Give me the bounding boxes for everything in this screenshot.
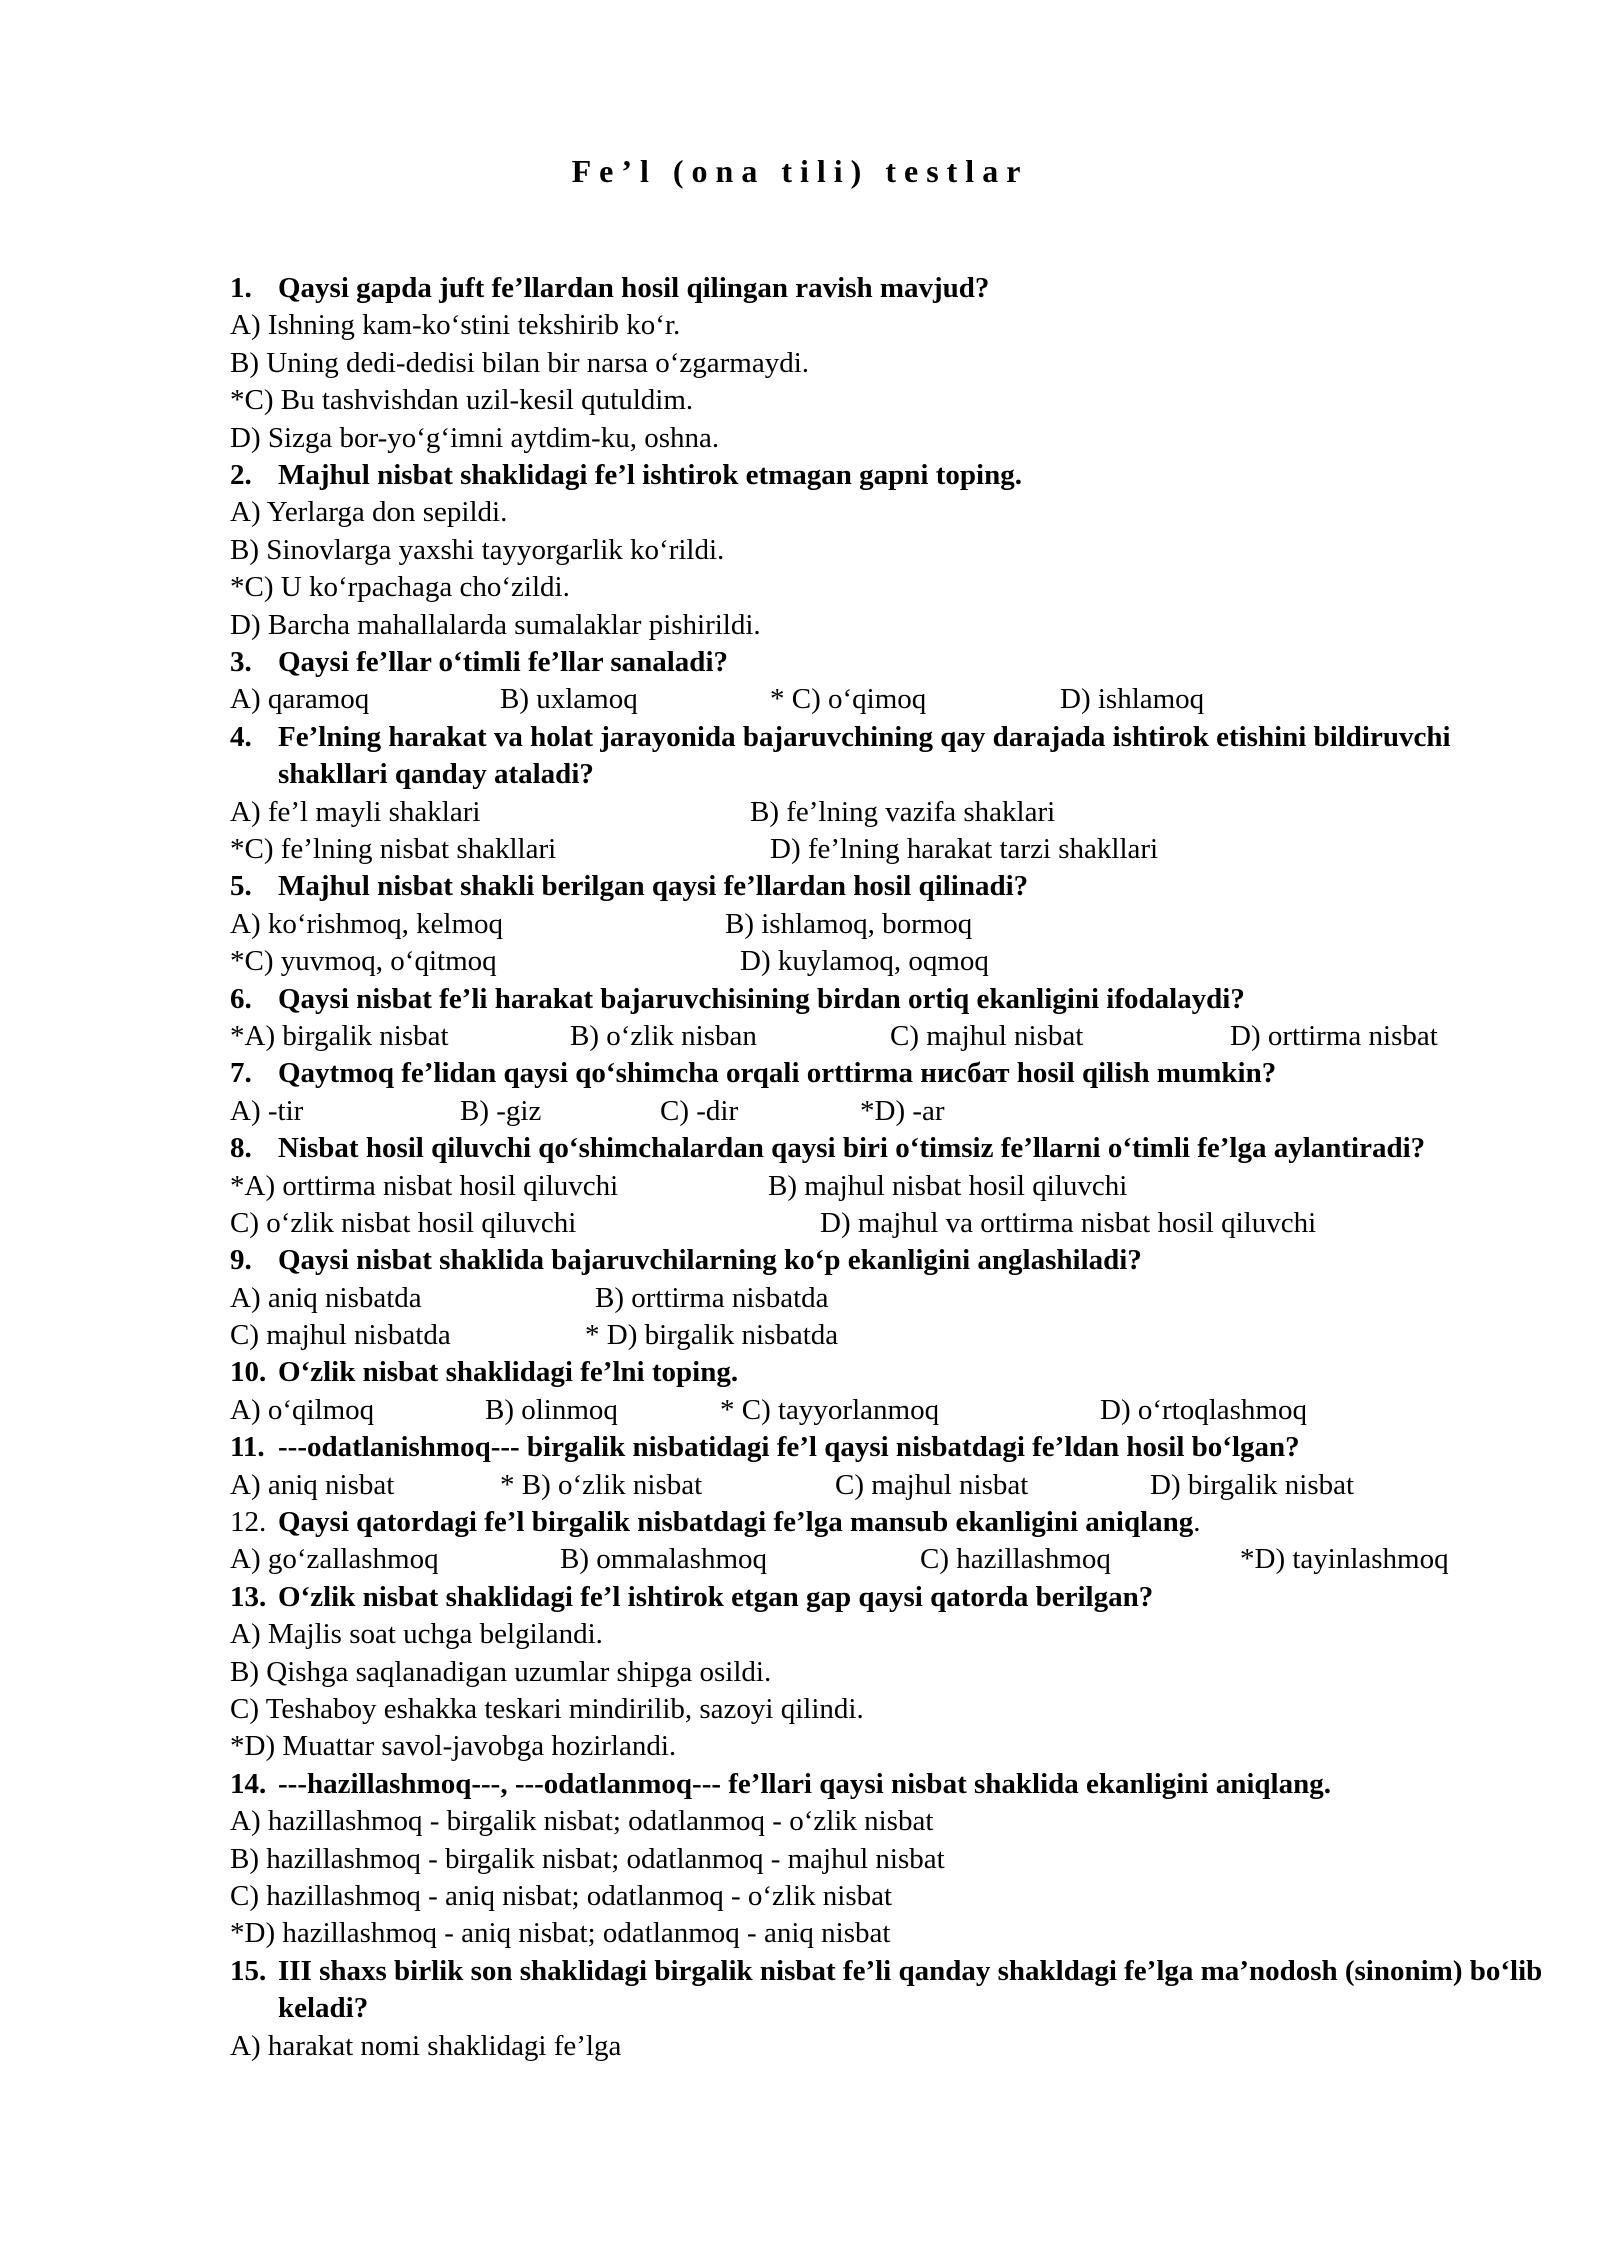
answer-row (230, 681, 1560, 718)
answer-row (230, 1317, 1560, 1354)
answer-option: *A) birgalik nisbat (230, 1019, 449, 1052)
answer-option: C) hazillashmoq - aniq nisbat; odatlanmoq - o‘zlik nisbat (230, 1880, 893, 1913)
answer-option: D) birgalik nisbat (1150, 1468, 1355, 1501)
answer-row (230, 345, 1560, 382)
question-2 (230, 457, 1560, 494)
question-13 (230, 1579, 1560, 1616)
answer-option: B) uxlamoq (500, 683, 638, 716)
question-12 (230, 1504, 1560, 1541)
answer-option: *C) yuvmoq, o‘qitmoq (230, 945, 497, 978)
answer-row (230, 1915, 1560, 1952)
question-5 (230, 868, 1560, 905)
question-text: Qaysi nisbat shaklida bajaruvchilarning ko‘p ekanligini anglashiladi? (278, 1244, 1142, 1277)
question-text: ---hazillashmoq---, ---odatlanmoq--- fe’llari qaysi nisbat shaklida ekanligini aniqlang. (278, 1767, 1331, 1800)
answer-option: B) olinmoq (485, 1393, 618, 1426)
question-number: 1. (230, 272, 252, 304)
answer-option: B) Sinovlarga yaxshi tayyorgarlik ko‘rildi. (230, 533, 725, 566)
answer-row (230, 420, 1560, 457)
answer-option: D) ishlamoq (1060, 683, 1205, 716)
answer-row (230, 1168, 1560, 1205)
question-4 (230, 719, 1560, 794)
answer-row (230, 1541, 1560, 1578)
question-text: III shaxs birlik son shaklidagi birgalik nisbat fe’li qanday shakldagi fe’lga ma’nodosh (sinonim) bo‘lib keladi? (278, 1954, 1543, 2025)
answer-option: B) Qishga saqlanadigan uzumlar shipga osildi. (230, 1655, 772, 1688)
answer-option: B) orttirma nisbatda (595, 1281, 829, 1314)
question-14 (230, 1766, 1560, 1803)
question-8 (230, 1130, 1560, 1167)
answer-option: *C) Bu tashvishdan uzil-kesil qutuldim. (230, 384, 694, 417)
question-number: 6. (230, 982, 252, 1015)
question-text: Qaysi nisbat fe’li harakat bajaruvchisining birdan ortiq ekanligini ifodalaydi? (278, 982, 1245, 1015)
answer-option: B) ommalashmoq (560, 1543, 768, 1576)
answer-option: B) -giz (460, 1094, 542, 1127)
answer-row (230, 943, 1560, 980)
test-content (230, 270, 1560, 2065)
answer-row (230, 1018, 1560, 1055)
answer-row (230, 1467, 1560, 1504)
question-text: ---odatlanishmoq--- birgalik nisbatidagi fe’l qaysi nisbatdagi fe’ldan hosil bo‘lgan? (278, 1431, 1300, 1464)
answer-option: * C) o‘qimoq (770, 683, 927, 716)
question-number: 3. (230, 645, 252, 678)
answer-row (230, 1093, 1560, 1130)
answer-option: D) majhul va orttirma nisbat hosil qiluvchi (820, 1206, 1317, 1239)
answer-option: C) Teshaboy eshakka teskari mindirilib, sazoyi qilindi. (230, 1693, 864, 1726)
answer-row (230, 1803, 1560, 1840)
question-number: 13. (230, 1580, 267, 1613)
question-number: 5. (230, 870, 252, 903)
question-number: 2. (230, 458, 252, 491)
answer-option: B) o‘zlik nisban (570, 1019, 757, 1052)
answer-option: D) o‘rtoqlashmoq (1100, 1393, 1307, 1426)
question-text: Majhul nisbat shaklidagi fe’l ishtirok etmagan gapni toping. (278, 458, 1022, 491)
question-text: Fe’lning harakat va holat jarayonida bajaruvchining qay darajada ishtirok etishini bildiruvchi shakllari qanday ataladi? (278, 720, 1451, 791)
answer-option: D) kuylamoq, oqmoq (740, 945, 989, 978)
answer-row (230, 532, 1560, 569)
answer-row (230, 2028, 1560, 2065)
answer-row (230, 831, 1560, 868)
question-text: Qaysi gapda juft fe’llardan hosil qilingan ravish mavjud? (278, 272, 990, 304)
answer-option: * D) birgalik nisbatda (585, 1319, 839, 1352)
answer-row (230, 1392, 1560, 1429)
question-text: Nisbat hosil qiluvchi qo‘shimchalardan qaysi biri o‘timsiz fe’llarni o‘timli fe’lga aylantiradi? (278, 1132, 1426, 1165)
question-text: Qaysi qatordagi fe’l birgalik nisbatdagi fe’lga mansub ekanligini aniqlang. (278, 1506, 1201, 1539)
question-number: 4. (230, 720, 252, 753)
question-9 (230, 1242, 1560, 1279)
answer-option: D) orttirma nisbat (1230, 1019, 1438, 1052)
answer-option: *D) tayinlashmoq (1240, 1543, 1449, 1576)
answer-row (230, 307, 1560, 344)
question-text: Qaytmoq fe’lidan qaysi qo‘shimcha orqali orttirma нисбат hosil qilish mumkin? (278, 1057, 1277, 1090)
answer-option: A) aniq nisbat (230, 1468, 395, 1501)
answer-option: A) -tir (230, 1094, 304, 1127)
answer-option: D) fe’lning harakat tarzi shakllari (770, 832, 1159, 865)
answer-option: C) majhul nisbat (890, 1019, 1084, 1052)
answer-row (230, 607, 1560, 644)
answer-row (230, 1878, 1560, 1915)
question-number: 12. (230, 1506, 267, 1539)
question-11 (230, 1429, 1560, 1466)
answer-option: *C) fe’lning nisbat shakllari (230, 832, 557, 865)
answer-option: A) aniq nisbatda (230, 1281, 422, 1314)
answer-option: C) -dir (660, 1094, 739, 1127)
answer-row (230, 1691, 1560, 1728)
question-number: 11. (230, 1431, 265, 1464)
answer-option: B) fe’lning vazifa shaklari (750, 795, 1056, 828)
question-text: O‘zlik nisbat shaklidagi fe’l ishtirok etgan gap qaysi qatorda berilgan? (278, 1580, 1154, 1613)
question-7 (230, 1055, 1560, 1092)
answer-option: * B) o‘zlik nisbat (500, 1468, 703, 1501)
answer-option: D) Barcha mahallalarda sumalaklar pishirildi. (230, 608, 761, 641)
question-number: 7. (230, 1057, 252, 1090)
answer-option: C) majhul nisbat (835, 1468, 1029, 1501)
question-15 (230, 1953, 1560, 2028)
answer-option: A) o‘qilmoq (230, 1393, 375, 1426)
question-3 (230, 644, 1560, 681)
question-6 (230, 981, 1560, 1018)
question-number: 15. (230, 1954, 267, 1987)
answer-option: *C) U ko‘rpachaga cho‘zildi. (230, 571, 570, 604)
answer-option: A) Majlis soat uchga belgilandi. (230, 1618, 603, 1651)
answer-row (230, 494, 1560, 531)
page-title: Fe’l (ona tili) testlar (571, 153, 1029, 189)
question-number: 10. (230, 1356, 267, 1389)
answer-option: D) Sizga bor-yo‘g‘imni aytdim-ku, oshna. (230, 421, 720, 454)
answer-option: *D) -ar (860, 1094, 945, 1127)
answer-option: C) hazillashmoq (920, 1543, 1111, 1576)
answer-row (230, 1728, 1560, 1765)
answer-option: *D) hazillashmoq - aniq nisbat; odatlanmoq - aniq nisbat (230, 1917, 891, 1950)
answer-row (230, 1841, 1560, 1878)
answer-row (230, 1616, 1560, 1653)
answer-row (230, 794, 1560, 831)
answer-option: A) hazillashmoq - birgalik nisbat; odatlanmoq - o‘zlik nisbat (230, 1805, 934, 1838)
answer-option: C) o‘zlik nisbat hosil qiluvchi (230, 1206, 577, 1239)
answer-option: B) majhul nisbat hosil qiluvchi (768, 1169, 1128, 1202)
answer-option: A) Ishning kam-ko‘stini tekshirib ko‘r. (230, 309, 681, 342)
answer-option: A) go‘zallashmoq (230, 1543, 439, 1576)
question-1 (230, 270, 1560, 307)
question-number: 8. (230, 1132, 252, 1165)
answer-row (230, 1280, 1560, 1317)
answer-option: B) Uning dedi-dedisi bilan bir narsa o‘zgarmaydi. (230, 346, 810, 379)
question-text: O‘zlik nisbat shaklidagi fe’lni toping. (278, 1356, 739, 1389)
answer-option: * C) tayyorlanmoq (720, 1393, 940, 1426)
answer-option: A) Yerlarga don sepildi. (230, 496, 508, 529)
question-text: Majhul nisbat shakli berilgan qaysi fe’llardan hosil qilinadi? (278, 870, 1029, 903)
answer-row (230, 382, 1560, 419)
answer-row (230, 906, 1560, 943)
answer-option: A) ko‘rishmoq, kelmoq (230, 907, 504, 940)
answer-option: B) ishlamoq, bormoq (725, 907, 973, 940)
answer-option: B) hazillashmoq - birgalik nisbat; odatlanmoq - majhul nisbat (230, 1842, 945, 1875)
answer-row (230, 1205, 1560, 1242)
question-number: 14. (230, 1767, 267, 1800)
answer-row (230, 1654, 1560, 1691)
answer-option: *A) orttirma nisbat hosil qiluvchi (230, 1169, 619, 1202)
question-10 (230, 1354, 1560, 1391)
question-period: . (1193, 1506, 1201, 1539)
answer-option: A) qaramoq (230, 683, 370, 716)
question-number: 9. (230, 1244, 252, 1277)
answer-option: *D) Muattar savol-javobga hozirlandi. (230, 1730, 677, 1763)
answer-option: C) majhul nisbatda (230, 1319, 451, 1352)
question-text: Qaysi fe’llar o‘timli fe’llar sanaladi? (278, 645, 728, 678)
answer-row (230, 569, 1560, 606)
answer-option: A) fe’l mayli shaklari (230, 795, 481, 828)
answer-option: A) harakat nomi shaklidagi fe’lga (230, 2029, 622, 2062)
